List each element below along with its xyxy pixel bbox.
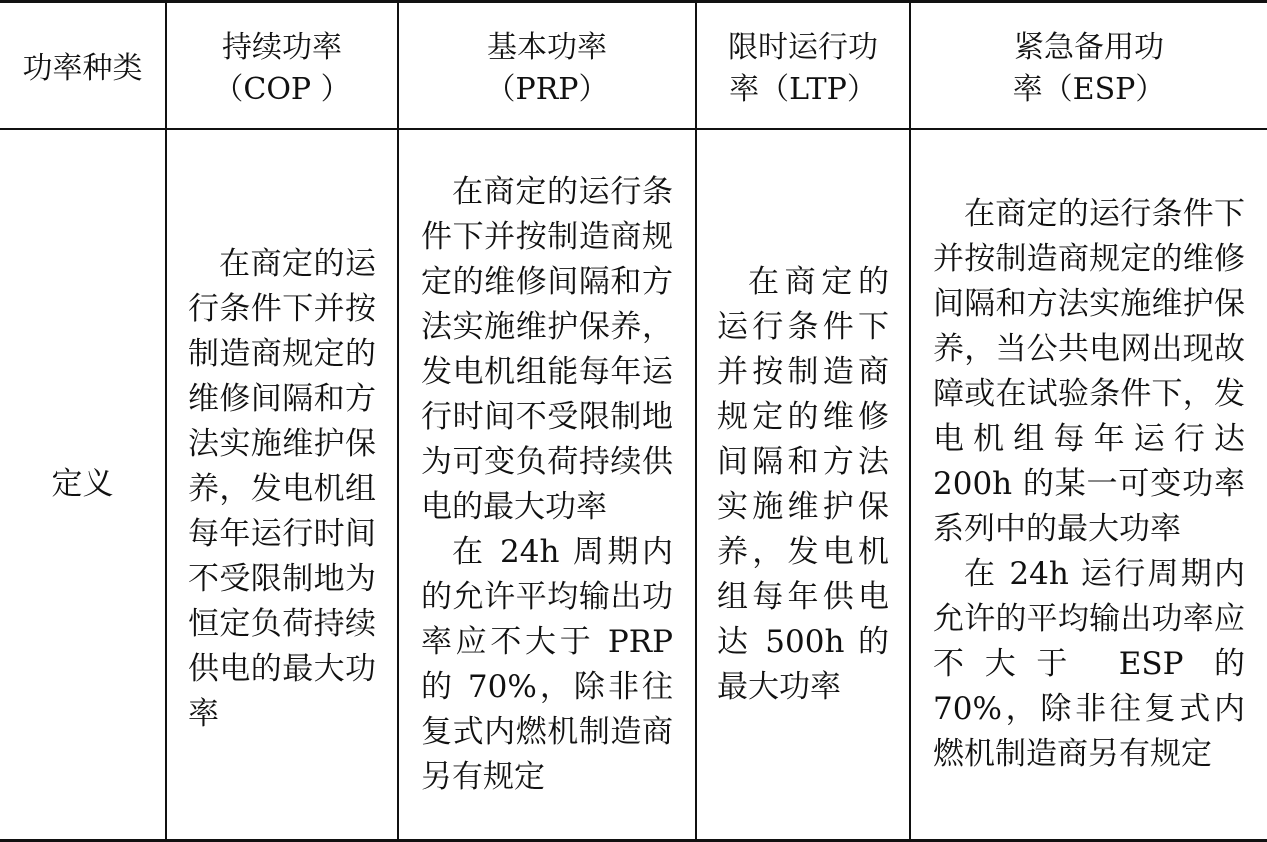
header-esp-line2: 率（ESP） — [1012, 71, 1166, 107]
prp-paragraph-2: 在 24h 周期内的允许平均输出功率应不大于 PRP 的 70%，除非往复式内燃机制造商另有规定 — [421, 533, 673, 795]
esp-definition — [933, 192, 1245, 777]
header-cop — [166, 2, 398, 130]
ltp-definition — [717, 260, 889, 710]
cop-paragraph-1: 在商定的运行条件下并按制造商规定的维修间隔和方法实施维护保养，发电机组每年运行时间不受限制地为恒定负荷持续供电的最大功率 — [188, 246, 376, 732]
header-cop-line1: 持续功率 — [222, 29, 342, 65]
prp-paragraph-1: 在商定的运行条件下并按制造商规定的维修间隔和方法实施维护保养，发电机组能每年运行时间不受限制地为可变负荷持续供电的最大功率 — [421, 173, 673, 525]
esp-definition-cell — [910, 129, 1267, 841]
header-row — [0, 2, 1267, 130]
definition-row — [0, 129, 1267, 841]
header-esp — [910, 2, 1267, 130]
definition-label-cell — [0, 129, 166, 841]
prp-definition — [421, 170, 673, 800]
cop-definition — [188, 232, 376, 737]
esp-paragraph-2: 在 24h 运行周期内允许的平均输出功率应不大于 ESP 的 70%，除非往复式内燃机制造商另有规定 — [933, 556, 1245, 772]
header-ltp — [696, 2, 910, 130]
esp-paragraph-1: 在商定的运行条件下并按制造商规定的维修间隔和方法实施维护保养，当公共电网出现故障或在试验条件下，发电机组每年运行达 200h 的某一可变功率系列中的最大功率 — [933, 196, 1245, 547]
header-type — [0, 2, 166, 130]
ltp-definition-cell — [696, 129, 910, 841]
prp-definition-cell — [398, 129, 696, 841]
header-prp-line2: （PRP） — [485, 71, 609, 107]
header-cop-line2: （COP ） — [213, 71, 351, 107]
header-ltp-line2: 率（LTP） — [729, 71, 877, 107]
ltp-paragraph-1: 在商定的运行条件下并按制造商规定的维修间隔和方法实施维护保养，发电机组每年供电达 500h 的最大功率 — [717, 263, 889, 705]
header-ltp-line1: 限时运行功 — [728, 29, 878, 65]
header-esp-line1: 紧急备用功 — [1014, 29, 1164, 65]
definition-label: 定义 — [51, 466, 114, 502]
header-type-label: 功率种类 — [22, 50, 143, 86]
header-prp-line1: 基本功率 — [487, 29, 607, 65]
cop-definition-cell — [166, 129, 398, 841]
header-prp — [398, 2, 696, 130]
